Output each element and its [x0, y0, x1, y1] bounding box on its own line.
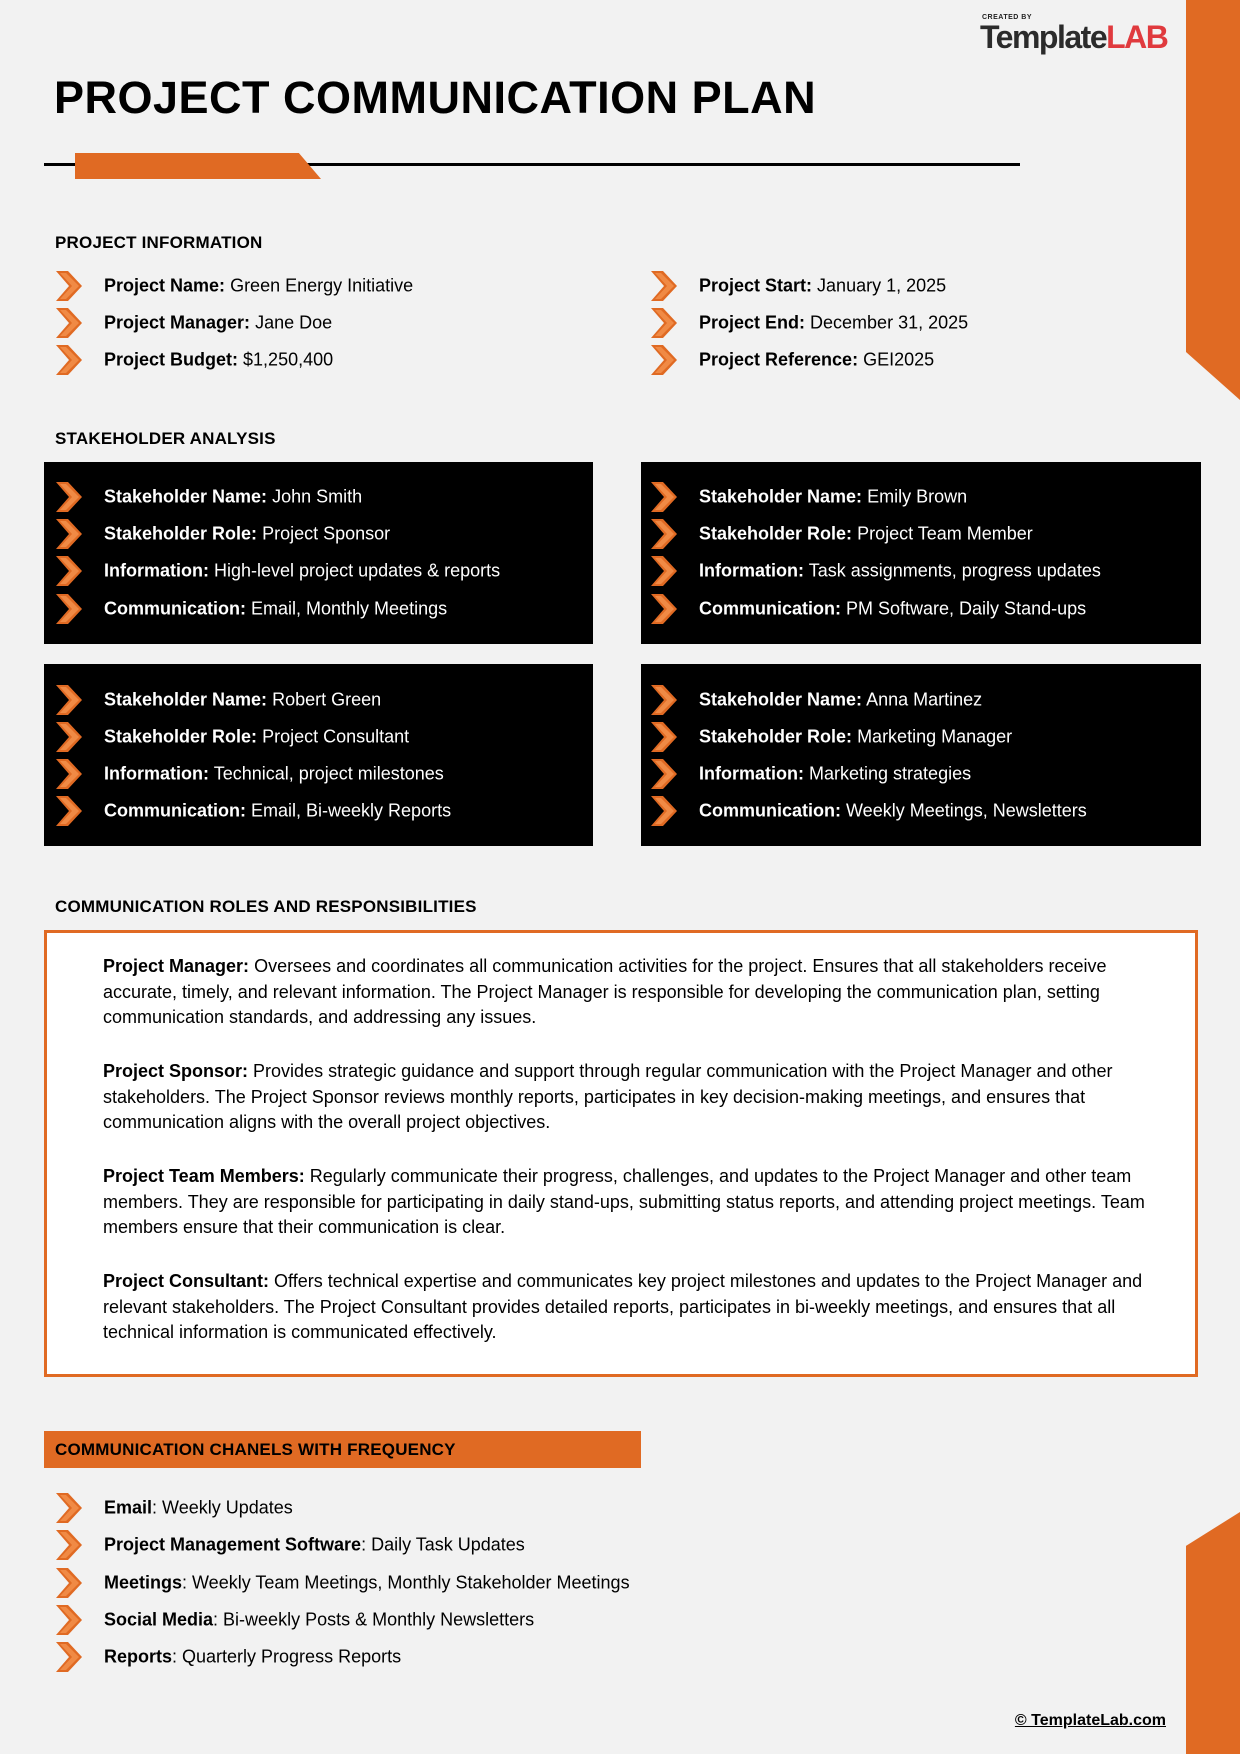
project-start-value: January 1, 2025 — [817, 275, 947, 296]
role-paragraph: Project Team Members: Regularly communicate their progress, challenges, and updates to the Project Manager and other team members. They are responsible for participating in daily stand-ups, submitting status reports, and attending project meetings. Team members ensure that their communication is clear. — [103, 1166, 1145, 1237]
side-accent-bar-bottom — [1186, 1512, 1240, 1754]
chevron-bullet-icon — [56, 1568, 84, 1598]
role-paragraph: Project Sponsor: Provides strategic guidance and support through regular communication with the Project Manager and other stakeholders. The Project Sponsor reviews monthly reports, participates in key decision-making meetings, and ensures that communication aligns with the overall project objectives. — [103, 1061, 1113, 1132]
chevron-bullet-icon — [56, 685, 84, 715]
stakeholder-analysis-heading: STAKEHOLDER ANALYSIS — [55, 429, 276, 448]
chevron-bullet-icon — [651, 796, 679, 826]
project-info-heading: PROJECT INFORMATION — [55, 233, 263, 252]
chevron-bullet-icon — [651, 759, 679, 789]
chevron-bullet-icon — [56, 482, 84, 512]
side-accent-bar-top — [1186, 0, 1240, 400]
chevron-bullet-icon — [651, 685, 679, 715]
chevron-bullet-icon — [651, 345, 679, 375]
project-end-value: December 31, 2025 — [810, 312, 969, 333]
chevron-bullet-icon — [651, 722, 679, 752]
chevron-bullet-icon — [56, 345, 84, 375]
chevron-bullet-icon — [56, 722, 84, 752]
project-manager-value: Jane Doe — [255, 312, 333, 333]
chevron-bullet-icon — [651, 519, 679, 549]
stakeholder-card: Stakeholder Name: Robert Green Stakeholder Role: Project Consultant Information: Technical, project milestones Communication: Email, Bi-weekly Reports — [44, 664, 593, 846]
chevron-bullet-icon — [56, 1605, 84, 1635]
page-title: PROJECT COMMUNICATION PLAN — [54, 72, 817, 123]
logo-created-by: CREATED BY — [982, 14, 1032, 21]
chevron-bullet-icon — [651, 594, 679, 624]
chevron-bullet-icon — [651, 308, 679, 338]
chevron-bullet-icon — [56, 308, 84, 338]
logo-wordmark: TemplateLAB — [980, 19, 1168, 55]
chevron-bullet-icon — [56, 271, 84, 301]
channels-heading: COMMUNICATION CHANELS WITH FREQUENCY — [55, 1440, 456, 1459]
project-reference-value: GEI2025 — [863, 349, 935, 370]
chevron-bullet-icon — [56, 519, 84, 549]
stakeholder-card: Stakeholder Name: John Smith Stakeholder Role: Project Sponsor Information: High-level project updates & reports Communication: Email, Monthly Meetings — [44, 462, 593, 644]
roles-heading: COMMUNICATION ROLES AND RESPONSIBILITIES — [55, 897, 477, 916]
stakeholder-card: Stakeholder Name: Anna Martinez Stakeholder Role: Marketing Manager Information: Marketing strategies Communication: Weekly Meetings, Newsletters — [641, 664, 1201, 846]
footer-link[interactable]: © TemplateLab.com — [1014, 1712, 1166, 1729]
chevron-bullet-icon — [56, 1642, 84, 1672]
chevron-bullet-icon — [56, 759, 84, 789]
chevron-bullet-icon — [56, 1530, 84, 1560]
chevron-bullet-icon — [651, 271, 679, 301]
chevron-bullet-icon — [56, 796, 84, 826]
roles-box — [44, 930, 1198, 1377]
project-name-value: Green Energy Initiative — [230, 275, 414, 296]
chevron-bullet-icon — [56, 594, 84, 624]
stakeholder-card: Stakeholder Name: Emily Brown Stakeholder Role: Project Team Member Information: Task assignments, progress updates Communication: PM Software, Daily Stand-ups — [641, 462, 1201, 644]
title-accent-bar — [75, 153, 321, 179]
chevron-bullet-icon — [56, 556, 84, 586]
project-budget-value: $1,250,400 — [243, 349, 334, 370]
templatelab-logo[interactable] — [978, 14, 1178, 54]
chevron-bullet-icon — [56, 1493, 84, 1523]
chevron-bullet-icon — [651, 556, 679, 586]
role-paragraph: Project Manager: Oversees and coordinates all communication activities for the project. Ensures that all stakeholders receive accurate, timely, and relevant information. The Project Manager is responsible for developing the communication plan, setting communication standards, and addressing any issues. — [103, 956, 1107, 1027]
role-paragraph: Project Consultant: Offers technical expertise and communicates key project milestones and updates to the Project Manager and relevant stakeholders. The Project Consultant provides detailed reports, participates in bi-weekly meetings, and ensures that all technical information is communicated effectively. — [103, 1271, 1143, 1342]
chevron-bullet-icon — [651, 482, 679, 512]
